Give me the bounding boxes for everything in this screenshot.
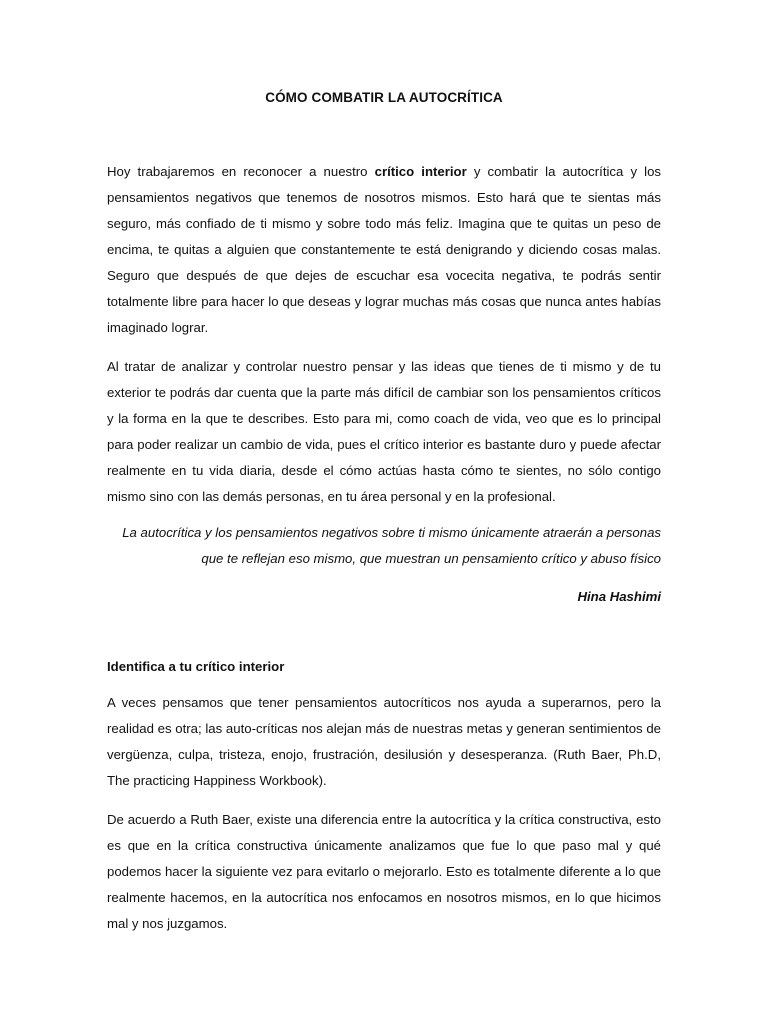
paragraph-intro-bold: crítico interior: [374, 164, 467, 179]
paragraph-analysis: Al tratar de analizar y controlar nuestro pensar y las ideas que tienes de ti mismo y de tu exterior te podrás dar cuenta que la parte más difícil de cambiar son los pensamientos críticos y la forma en la que te describes. Esto para mi, como coach de vida, veo que es lo principal para poder realizar un cambio de vida, pues el crítico interior es bastante duro y puede afectar realmente en tu vida diaria, desde el cómo actúas hasta cómo te sientes, no sólo contigo mismo sino con las demás personas, en tu área personal y en la profesional.: [107, 359, 661, 504]
quote-author: Hina Hashimi: [577, 589, 661, 604]
document-title: CÓMO COMBATIR LA AUTOCRÍTICA: [265, 90, 503, 105]
paragraph-intro: [107, 159, 661, 341]
quote-text: La autocrítica y los pensamientos negativos sobre ti mismo únicamente atraerán a personas que te reflejan eso mismo, que muestran un pensamiento crítico y abuso físico: [122, 525, 661, 566]
paragraph-intro-end: y combatir la autocrítica y los pensamientos negativos que tenemos de nosotros mismos. Esto hará que te sientas más seguro, más confiado de ti mismo y sobre todo más feliz. Imagina que te quitas un peso de encima, te quitas a alguien que constantemente te está denigrando y diciendo cosas malas. Seguro que después de que dejes de escuchar esa vocecita negativa, te podrás sentir totalmente libre para hacer lo que deseas y lograr muchas más cosas que nunca antes habías imaginado lograr.: [107, 164, 661, 335]
section-heading: Identifica a tu crítico interior: [107, 659, 285, 674]
paragraph-self-criticism: A veces pensamos que tener pensamientos autocríticos nos ayuda a superarnos, pero la realidad es otra; las auto-críticas nos alejan más de nuestras metas y generan sentimientos de vergüenza, culpa, tristeza, enojo, frustración, desilusión y desesperanza. (Ruth Baer, Ph.D, The practicing Happiness Workbook).: [107, 695, 661, 788]
paragraph-intro-start: Hoy trabajaremos en reconocer a nuestro: [107, 164, 375, 179]
paragraph-constructive-criticism: De acuerdo a Ruth Baer, existe una diferencia entre la autocrítica y la crítica constructiva, esto es que en la crítica constructiva únicamente analizamos que fue lo que paso mal y qué podemos hacer la siguiente vez para evitarlo o mejorarlo. Esto es totalmente diferente a lo que realmente hacemos, en la autocrítica nos enfocamos en nosotros mismos, en lo que hicimos mal y nos juzgamos.: [107, 812, 661, 931]
